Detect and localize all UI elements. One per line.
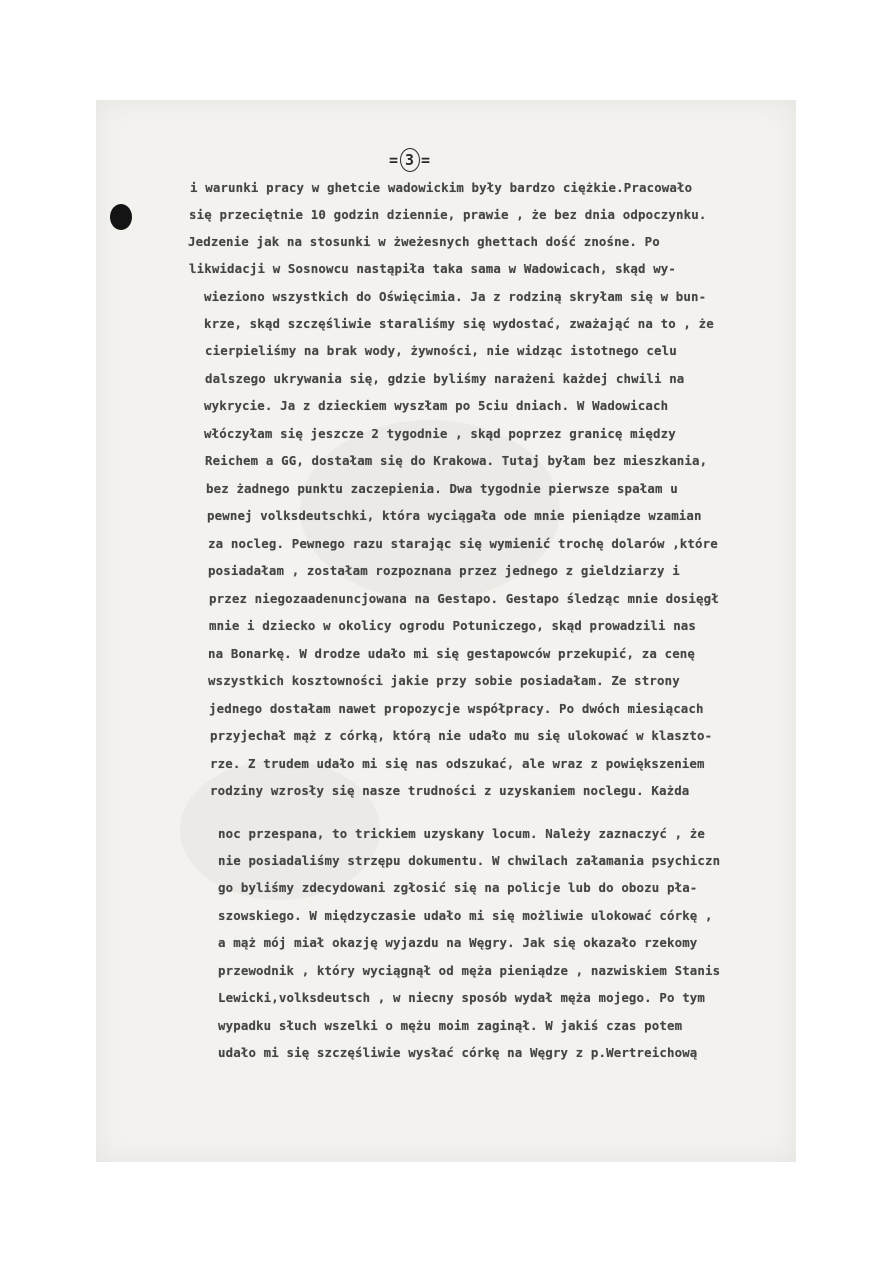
text-line: wieziono wszystkich do Oświęcimia. Ja z rodziną skryłam się w bun- [204,289,707,304]
text-line: mnie i dziecko w okolicy ogrodu Potuniczego, skąd prowadzili nas [209,618,697,633]
text-line: rodziny wzrosły się nasze trudności z uzyskaniem noclegu. Każda [210,783,690,798]
text-line: za nocleg. Pewnego razu starając się wymienić trochę dolarów ,które [208,536,718,551]
text-line: wszystkich kosztowności jakie przy sobie posiadałam. Ze strony [208,673,680,688]
text-line: Lewicki,volksdeutsch , w niecny sposób wydał męża mojego. Po tym [218,990,706,1005]
text-line: się przeciętnie 10 godzin dziennie, prawie , że bez dnia odpoczynku. [189,207,707,222]
text-line: Jedzenie jak na stosunki w żweżesnych ghettach dość znośne. Po [188,234,660,249]
text-line: przez niegozaadenuncjowana na Gestapo. Gestapo śledząc mnie dosięgł [209,591,719,606]
text-line: a mąż mój miał okazję wyjazdu na Węgry. Jak się okazało rzekomy [218,935,698,950]
text-line: posiadałam , zostałam rozpoznana przez jednego z gieldziarzy i [208,563,680,578]
text-line: przewodnik , który wyciągnął od męża pieniądze , nazwiskiem Stanis [218,963,721,978]
text-line: udało mi się szczęśliwie wysłać córkę na Węgry z p.Wertreichową [218,1045,698,1060]
text-line: noc przespana, to trickiem uzyskany locum. Należy zaznaczyć , że [218,826,706,841]
punch-hole [110,204,132,230]
text-line: i warunki pracy w ghetcie wadowickim były bardzo ciężkie.Pracowało [190,180,693,195]
text-line: na Bonarkę. W drodze udało mi się gestapowców przekupić, za cenę [208,646,696,661]
page-number-value: 3 [400,148,420,172]
text-line: dalszego ukrywania się, gdzie byliśmy narażeni każdej chwili na [205,371,685,386]
text-line: przyjechał mąż z córką, którą nie udało mu się ulokować w klaszto- [210,728,713,743]
text-line: nie posiadaliśmy strzępu dokumentu. W chwilach załamania psychiczn [218,853,721,868]
text-line: cierpieliśmy na brak wody, żywności, nie widząc istotnego celu [205,343,677,358]
page-number-dash-left: = [388,151,399,169]
text-line: wypadku słuch wszelki o mężu moim zaginął. W jakiś czas potem [218,1018,683,1033]
text-line: szowskiego. W międzyczasie udało mi się możliwie ulokować córkę , [218,908,713,923]
page-number-dash-right: = [421,151,432,169]
text-line: likwidacji w Sosnowcu nastąpiła taka sama w Wadowicach, skąd wy- [189,261,677,276]
text-line: bez żadnego punktu zaczepienia. Dwa tygodnie pierwsze spałam u [206,481,678,496]
text-line: jednego dostałam nawet propozycje współpracy. Po dwóch miesiącach [209,701,704,716]
text-line: krze, skąd szczęśliwie staraliśmy się wydostać, zważająć na to , że [204,316,714,331]
page-number [384,146,436,174]
text-line: włóczyłam się jeszcze 2 tygodnie , skąd poprzez granicę między [204,426,676,441]
text-line: rze. Z trudem udało mi się nas odszukać, ale wraz z powiększeniem [210,756,705,771]
text-line: Reichem a GG, dostałam się do Krakowa. Tutaj byłam bez mieszkania, [205,453,708,468]
text-line: wykrycie. Ja z dzieckiem wyszłam po 5ciu dniach. W Wadowicach [204,398,669,413]
text-line: pewnej volksdeutschki, która wyciągała ode mnie pieniądze wzamian [207,508,702,523]
text-line: go byliśmy zdecydowani zgłosić się na policje lub do obozu pła- [218,880,698,895]
